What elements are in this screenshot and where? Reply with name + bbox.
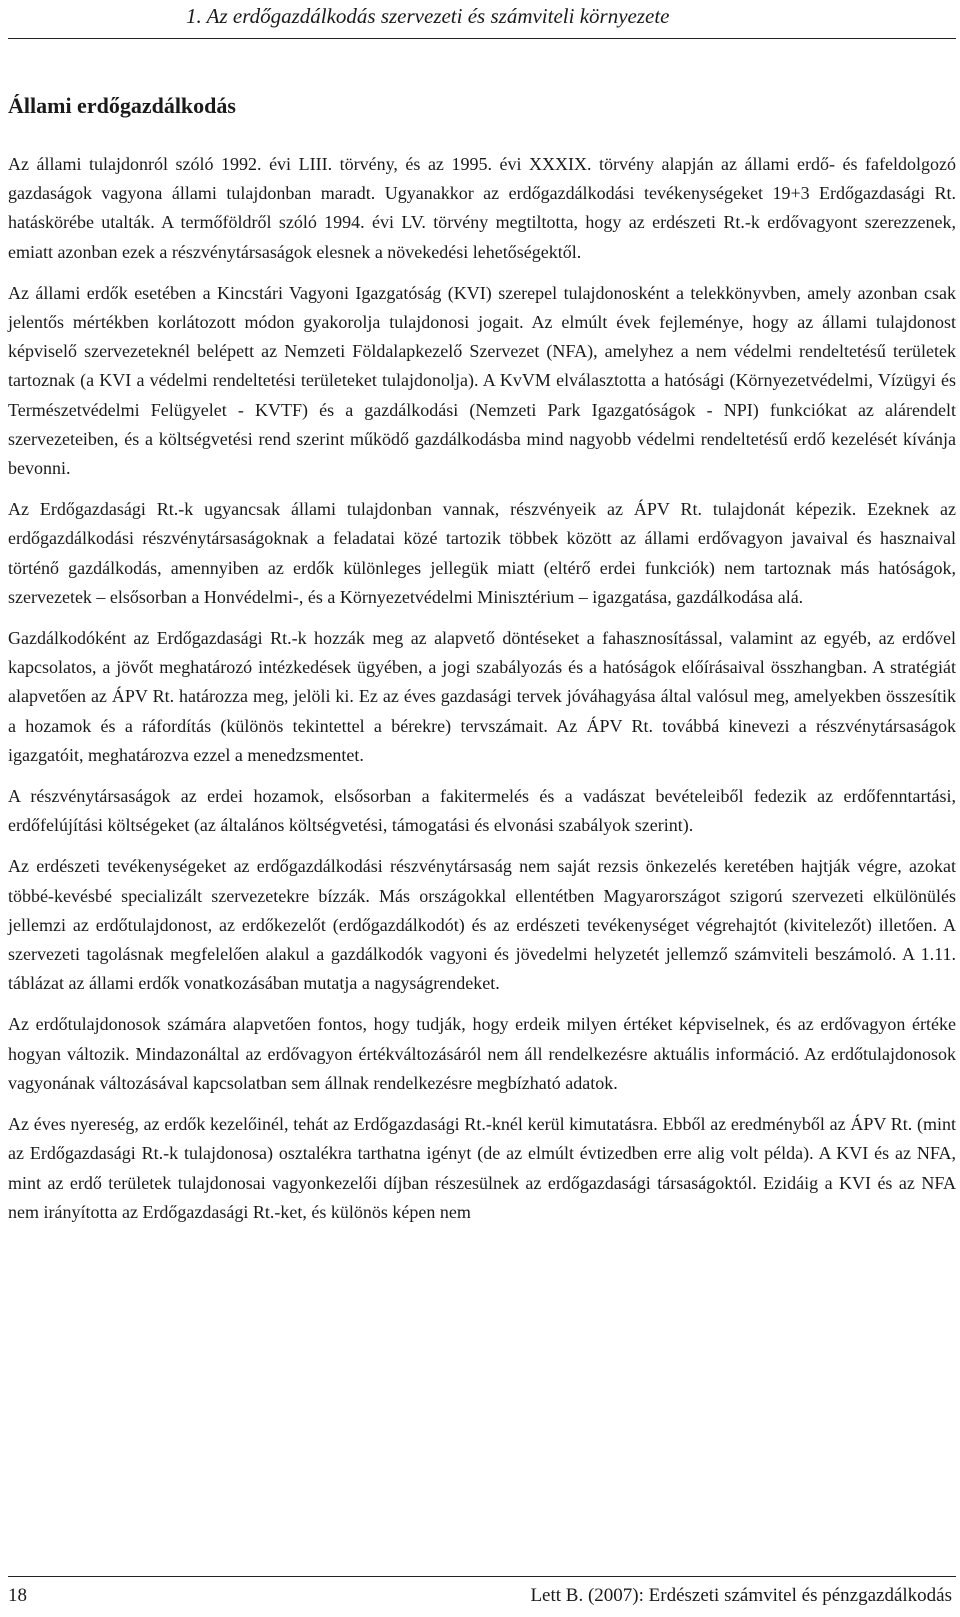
page-number: 18: [8, 1585, 27, 1606]
paragraph-1: Az állami tulajdonról szóló 1992. évi LIII. törvény, és az 1995. évi XXXIX. törvény alapján az állami erdő- és fafeldolgozó gazdaságok vagyona állami tulajdonban maradt. Ugyanakkor az erdőgazdálkodási tevékenységeket 19+3 Erdőgazdasági Rt. hatáskörébe utalták. A termőföldről szóló 1994. évi LV. törvény megtiltotta, hogy az erdészeti Rt.-k erdővagyont szerezzenek, emiatt azonban ezek a részvénytársaságok elesnek a növekedési lehetőségektől.: [8, 154, 956, 262]
paragraph-2: Az állami erdők esetében a Kincstári Vagyoni Igazgatóság (KVI) szerepel tulajdonosként a telekkönyvben, amely azonban csak jelentős mértékben korlátozott módon gyakorolja tulajdonosi jogait. Az elmúlt évek fejleménye, hogy az állami tulajdonost képviselő szervezeteknél belépett az Nemzeti Földalapkezelő Szervezet (NFA), amelyhez a nem védelmi rendeltetésű területek tartoznak (a KVI a védelmi rendeltetési területeket tulajdonolja). A KvVM elválasztotta a hatósági (Környezetvédelmi, Vízügyi és Természetvédelmi Felügyelet - KVTF) és a gazdálkodási (Nemzeti Park Igazgatóságok - NPI) funkciókat az alárendelt szervezeteiben, és a költségvetési rend szerint működő gazdálkodásba mind nagyobb védelmi rendeltetésű erdő kezelését kívánja bevonni.: [8, 282, 956, 479]
paragraph-3: Az Erdőgazdasági Rt.-k ugyancsak állami tulajdonban vannak, részvényeik az ÁPV Rt. tulajdonát képezik. Ezeknek az erdőgazdálkodási részvénytársaságoknak a feladatai közé tartozik többek között az állami erdővagyon javaival és hasznaival történő gazdálkodás, amennyiben az erdők különleges jellegük miatt (eltérő erdei funkciók) nem tartoznak más hatóságok, szervezetek – elsősorban a Honvédelmi-, és a Környezetvédelmi Minisztérium – igazgatása, gazdálkodása alá.: [8, 499, 956, 607]
paragraph-5: A részvénytársaságok az erdei hozamok, elsősorban a fakitermelés és a vadászat bevételeiből fedezik az erdőfenntartási, erdőfelújítási költségeket (az általános költségvetési, támogatási és elvonási szabályok szerint).: [8, 786, 956, 836]
footer-citation: Lett B. (2007): Erdészeti számvitel és pénzgazdálkodás: [530, 1585, 952, 1606]
paragraph-4: Gazdálkodóként az Erdőgazdasági Rt.-k hozzák meg az alapvető döntéseket a fahasznosítással, valamint az egyéb, az erdővel kapcsolatos, a jövőt meghatározó intézkedések ügyében, a jogi szabályozás és a hatóságok előírásaival összhangban. A stratégiát alapvetően az ÁPV Rt. határozza meg, jelöli ki. Ez az éves gazdasági tervek jóváhagyása által valósul meg, amelyekben összesítik a hozamok és a ráfordítás (különös tekintettel a bérekre) tervszámait. Az ÁPV Rt. továbbá kinevezi a részvénytársaságok igazgatóit, meghatározva ezzel a menedzsmentet.: [8, 628, 956, 765]
page-body: [8, 92, 956, 1239]
footer-divider: [8, 1576, 956, 1577]
paragraph-8: Az éves nyereség, az erdők kezelőinél, tehát az Erdőgazdasági Rt.-knél kerül kimutatásra. Ebből az eredményből az ÁPV Rt. (mint az Erdőgazdasági Rt.-k tulajdonosa) osztalékra tarthatna igényt (de az elmúlt évtizedben erre alig volt példa). A KVI és az NFA, mint az erdő területek tulajdonosai vagyonkezelői díjban részesülnek az erdőgazdasági társaságoktól. Ezidáig a KVI és az NFA nem irányította az Erdőgazdasági Rt.-ket, és különös képen nem: [8, 1114, 956, 1222]
section-title: Állami erdőgazdálkodás: [8, 93, 236, 118]
header-divider: [8, 38, 956, 39]
paragraph-7: Az erdőtulajdonosok számára alapvetően fontos, hogy tudják, hogy erdeik milyen értéket képviselnek, és az erdővagyon értéke hogyan változik. Mindazonáltal az erdővagyon értékváltozásáról nem áll rendelkezésre aktuális információ. Az erdőtulajdonosok vagyonának változásával kapcsolatban sem állnak rendelkezésre megbízható adatok.: [8, 1014, 956, 1093]
paragraph-6: Az erdészeti tevékenységeket az erdőgazdálkodási részvénytársaság nem saját rezsis önkezelés keretében hajtják végre, azokat többé-kevésbé specializált szervezetekre bízzák. Más országokkal ellentétben Magyarországot szigorú szervezeti elkülönülés jellemzi az erdőtulajdonost, az erdőkezelőt (erdőgazdálkodót) és az erdészeti tevékenységet végrehajtót (kivitelezőt) illetően. A szervezeti tagolásnak megfelelően alakul a gazdálkodók vagyoni és jövedelmi helyzetét jellemző számviteli beszámoló. A 1.11. táblázat az állami erdők vonatkozásában mutatja a nagyságrendeket.: [8, 856, 956, 994]
running-header-title: 1. Az erdőgazdálkodás szervezeti és számviteli környezete: [186, 4, 670, 28]
